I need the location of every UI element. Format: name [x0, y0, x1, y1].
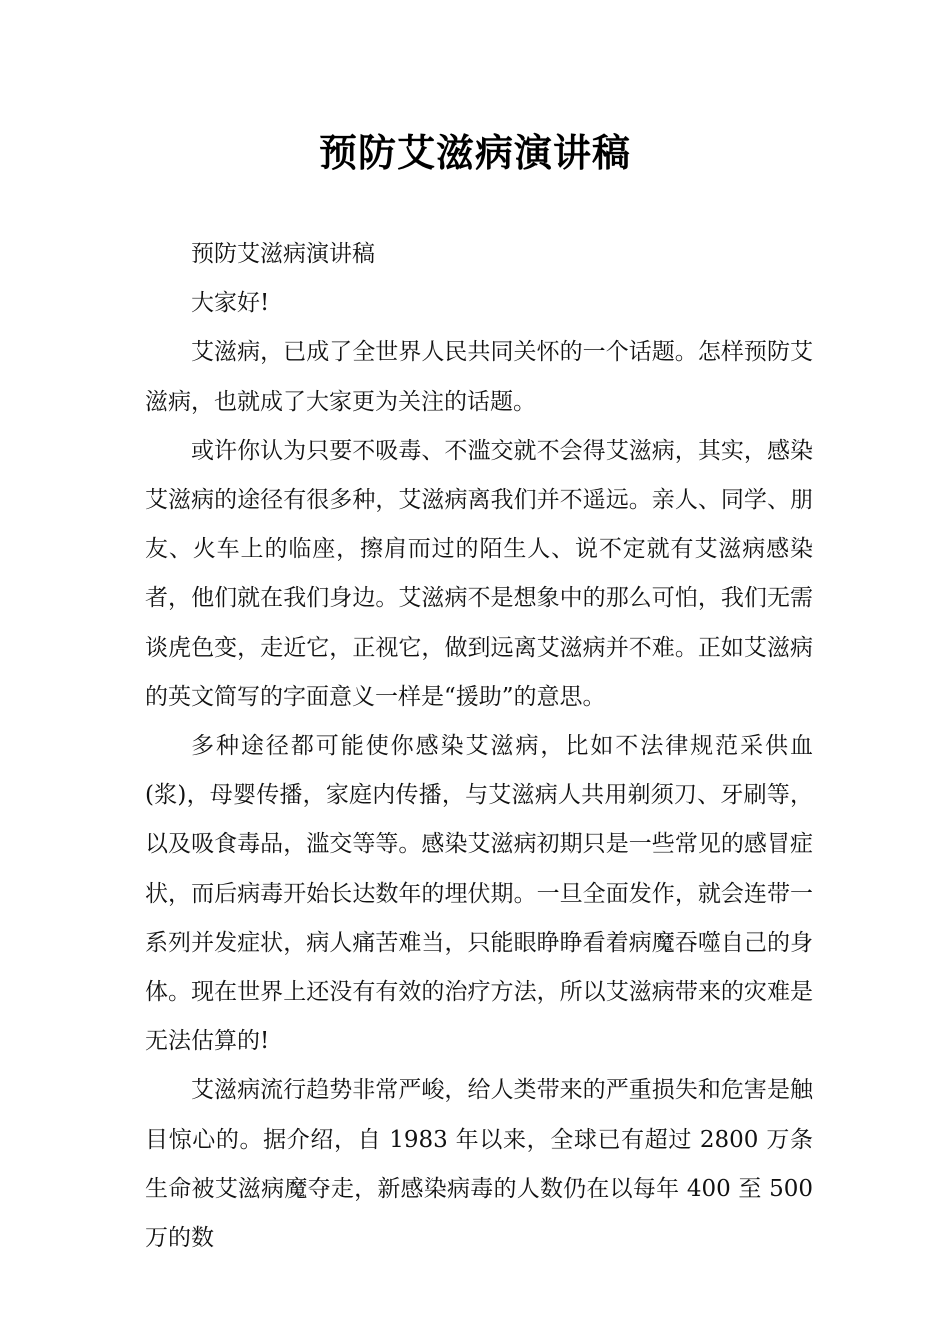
paragraph: 多种途径都可能使你感染艾滋病，比如不法律规范采供血(浆)，母婴传播，家庭内传播，与艾滋病人共用剃须刀、牙刷等，以及吸食毒品，滥交等等。感染艾滋病初期只是一些常见的感冒症状，而后病毒开始长达数年的埋伏期。一旦全面发作，就会连带一系列并发症状，病人痛苦难当，只能眼睁睁看着病魔吞噬自己的身体。现在世界上还没有有效的治疗方法，所以艾滋病带来的灾难是无法估算的!: [145, 733, 813, 1055]
paragraph: 或许你认为只要不吸毒、不滥交就不会得艾滋病，其实，感染艾滋病的途径有很多种，艾滋病离我们并不遥远。亲人、同学、朋友、火车上的临座，擦肩而过的陌生人、说不定就有艾滋病感染者，他们就在我们身边。艾滋病不是想象中的那么可怕，我们无需谈虎色变，走近它，正视它，做到远离艾滋病并不难。正如艾滋病的英文简写的字面意义一样是“援助”的意思。: [145, 437, 813, 710]
document-title: 预防艾滋病演讲稿: [318, 131, 631, 175]
paragraph-subtitle: 预防艾滋病演讲稿: [191, 241, 375, 267]
paragraph: 艾滋病流行趋势非常严峻，给人类带来的严重损失和危害是触目惊心的。据介绍，自 1983 年以来，全球已有超过 2800 万条生命被艾滋病魔夺走，新感染病毒的人数仍在以每年 400 至 500 万的数: [145, 1077, 813, 1252]
document-body: [145, 230, 813, 1263]
paragraph: 艾滋病，已成了全世界人民共同关怀的一个话题。怎样预防艾滋病，也就成了大家更为关注的话题。: [145, 339, 813, 415]
paragraph-greeting: 大家好!: [191, 290, 270, 317]
